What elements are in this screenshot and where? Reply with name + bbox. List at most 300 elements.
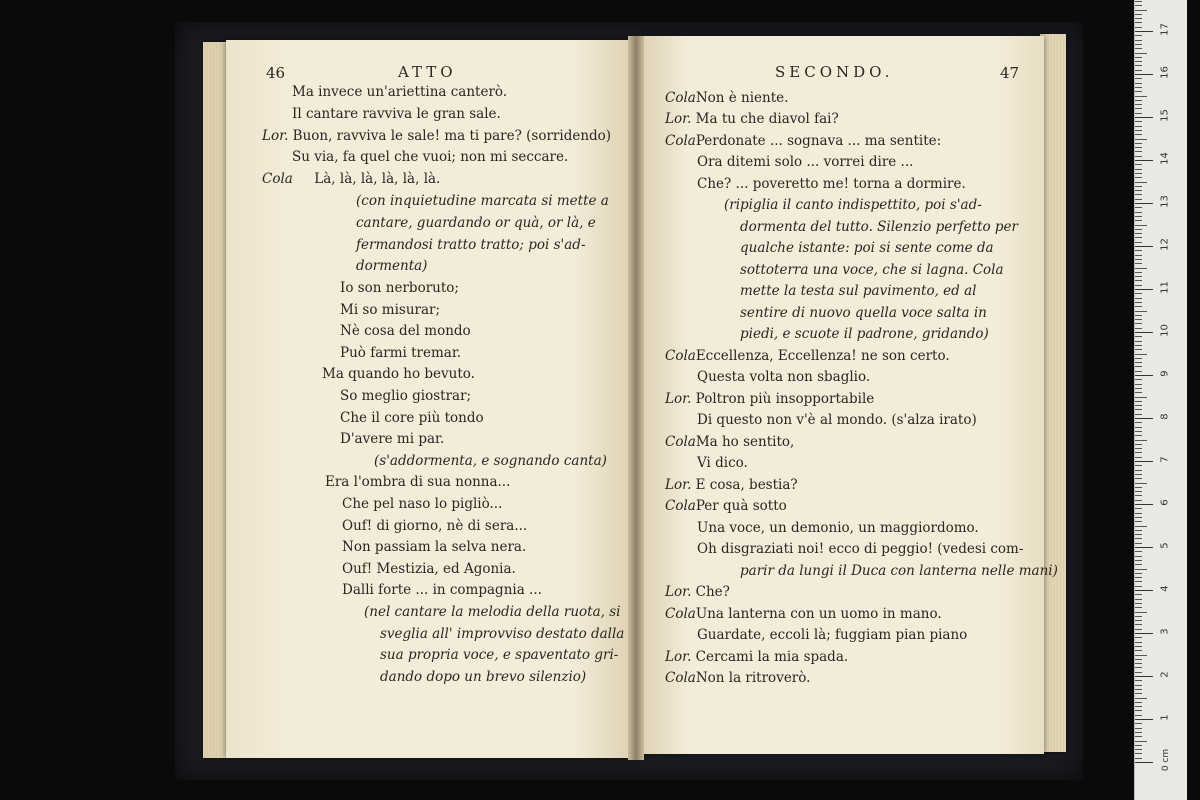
ruler-tick	[1135, 276, 1142, 277]
ruler-tick	[1135, 57, 1142, 58]
line-text: Cercami la mia spada.	[695, 649, 849, 665]
ruler-tick	[1135, 40, 1142, 41]
ruler-tick	[1135, 637, 1142, 638]
line-text: sua propria voce, e spaventato gri-	[380, 647, 619, 663]
ruler-tick	[1135, 83, 1142, 84]
ruler-tick	[1135, 620, 1142, 621]
ruler-number: 16	[1159, 66, 1171, 79]
ruler-tick	[1135, 285, 1142, 286]
ruler-tick	[1135, 624, 1142, 625]
text-line	[342, 561, 516, 577]
ruler-tick	[1135, 698, 1147, 699]
right-running-head: SECONDO.	[775, 63, 894, 81]
text-line	[665, 90, 788, 106]
line-text: Non la ritroverò.	[695, 670, 811, 686]
ruler-tick	[1135, 672, 1142, 673]
ruler-tick	[1135, 48, 1142, 49]
text-line	[740, 240, 994, 256]
line-text: (nel cantare la melodia della ruota, si	[364, 604, 621, 620]
line-text: sveglia all' improvviso destato dalla	[380, 626, 625, 642]
line-text: E cosa, bestia?	[695, 477, 798, 493]
ruler-tick	[1135, 169, 1142, 170]
ruler-tick	[1135, 607, 1142, 608]
text-line	[342, 582, 542, 598]
ruler-number: 9	[1159, 370, 1171, 377]
ruler-number: 3	[1159, 628, 1171, 635]
ruler-tick	[1135, 366, 1142, 367]
book-gutter	[628, 36, 644, 760]
line-text: piedi, e scuote il padrone, gridando)	[740, 326, 989, 342]
text-line	[340, 302, 440, 318]
ruler-tick	[1135, 616, 1142, 617]
ruler-tick	[1135, 706, 1142, 707]
line-text: Una voce, un demonio, un maggiordomo.	[697, 520, 979, 536]
ruler-tick	[1135, 143, 1142, 144]
ruler-tick	[1135, 139, 1147, 140]
ruler-tick	[1135, 418, 1153, 419]
line-text: Ouf! di giorno, nè di sera...	[342, 518, 528, 534]
ruler-tick	[1135, 315, 1142, 316]
line-text: Là, là, là, là, là, là.	[314, 171, 441, 187]
line-text: Non passiam la selva nera.	[342, 539, 527, 555]
ruler-number: 6	[1159, 499, 1171, 506]
ruler-tick	[1135, 126, 1142, 127]
ruler-tick	[1135, 289, 1153, 290]
ruler-tick	[1135, 216, 1142, 217]
text-line	[697, 369, 870, 385]
line-text: Il cantare ravviva le gran sale.	[292, 106, 501, 122]
ruler-tick	[1135, 392, 1142, 393]
ruler-tick	[1135, 177, 1142, 178]
ruler-tick	[1135, 44, 1142, 45]
text-line	[356, 258, 427, 274]
line-text: dando dopo un brevo silenzio)	[380, 669, 587, 685]
ruler-tick	[1135, 91, 1142, 92]
ruler-tick	[1135, 435, 1142, 436]
ruler-tick	[1135, 444, 1142, 445]
ruler-tick	[1135, 551, 1142, 552]
ruler-tick	[1135, 599, 1142, 600]
text-line	[292, 84, 507, 100]
ruler-tick	[1135, 401, 1142, 402]
ruler-tick	[1135, 14, 1142, 15]
ruler-tick	[1135, 358, 1142, 359]
ruler-tick	[1135, 306, 1142, 307]
ruler-tick	[1135, 461, 1153, 462]
line-text: Una lanterna con un uomo in mano.	[695, 606, 942, 622]
ruler-tick	[1135, 577, 1142, 578]
line-text: fermandosi tratto tratto; poi s'ad-	[356, 237, 586, 253]
text-line	[342, 496, 502, 512]
text-line	[340, 280, 459, 296]
ruler-tick	[1135, 564, 1142, 565]
ruler-tick	[1135, 491, 1142, 492]
ruler-tick	[1135, 526, 1147, 527]
ruler-tick	[1135, 405, 1142, 406]
ruler-number: 5	[1159, 542, 1171, 549]
line-text: Io son nerboruto;	[340, 280, 459, 296]
ruler-tick	[1135, 268, 1147, 269]
text-line	[740, 326, 989, 342]
ruler-tick	[1135, 556, 1142, 557]
text-line	[380, 669, 586, 685]
speaker-name: Cola	[665, 606, 696, 622]
ruler-tick	[1135, 341, 1142, 342]
ruler-tick	[1135, 246, 1153, 247]
text-line	[697, 627, 967, 643]
text-line	[740, 283, 976, 299]
ruler-number: 2	[1159, 671, 1171, 678]
text-line	[340, 345, 461, 361]
ruler-tick	[1135, 478, 1142, 479]
ruler-tick	[1135, 250, 1142, 251]
ruler-tick	[1135, 659, 1142, 660]
ruler-tick	[1135, 504, 1153, 505]
speaker-name: Lor.	[665, 391, 692, 407]
line-text: parir da lungi il Duca con lanterna nelle mani)	[740, 563, 1058, 579]
text-line	[724, 197, 982, 213]
speaker-name: Cola	[665, 348, 696, 364]
line-text: Ma invece un'ariettina canterò.	[292, 84, 508, 100]
ruler-tick	[1135, 483, 1147, 484]
ruler-tick	[1135, 199, 1142, 200]
ruler-tick	[1135, 569, 1147, 570]
ruler-tick	[1135, 242, 1142, 243]
ruler-tick	[1135, 108, 1142, 109]
ruler-tick	[1135, 474, 1142, 475]
ruler-tick	[1135, 22, 1142, 23]
text-line	[325, 474, 510, 490]
text-line	[380, 647, 618, 663]
line-text: Che il core più tondo	[340, 410, 484, 426]
text-line	[665, 111, 839, 127]
line-text: Non è niente.	[695, 90, 789, 106]
ruler-tick	[1135, 31, 1153, 32]
ruler-tick	[1135, 728, 1142, 729]
text-line	[356, 193, 609, 209]
ruler-tick	[1135, 409, 1142, 410]
line-text: D'avere mi par.	[340, 431, 445, 447]
ruler-tick	[1135, 753, 1142, 754]
line-text: Vi dico.	[697, 455, 748, 471]
ruler-tick	[1135, 715, 1142, 716]
left-running-head: ATTO	[398, 63, 457, 81]
text-line	[697, 455, 748, 471]
ruler-tick	[1135, 147, 1142, 148]
ruler-number: 14	[1159, 152, 1171, 165]
ruler-tick	[1135, 723, 1142, 724]
ruler-tick	[1135, 173, 1142, 174]
ruler-tick	[1135, 431, 1142, 432]
text-line	[342, 518, 527, 534]
ruler-tick	[1135, 736, 1142, 737]
ruler-tick	[1135, 448, 1142, 449]
text-line	[740, 305, 987, 321]
line-text: Questa volta non sbaglio.	[697, 369, 871, 385]
line-text: sottoterra una voce, che si lagna. Cola	[740, 262, 1004, 278]
ruler-number: 7	[1159, 456, 1171, 463]
ruler-tick	[1135, 680, 1142, 681]
speaker-name: Cola	[665, 90, 696, 106]
line-text: dormenta del tutto. Silenzio perfetto per	[740, 219, 1018, 235]
line-text: Ora ditemi solo ... vorrei dire ...	[697, 154, 914, 170]
ruler-tick	[1135, 530, 1142, 531]
ruler-tick	[1135, 560, 1142, 561]
text-line	[342, 539, 526, 555]
speaker-name: Cola	[665, 670, 696, 686]
ruler-tick	[1135, 702, 1142, 703]
ruler-tick	[1135, 452, 1142, 453]
ruler-tick	[1135, 121, 1142, 122]
text-line	[665, 133, 941, 149]
line-text: Dalli forte ... in compagnia ...	[342, 582, 542, 598]
ruler-tick	[1135, 534, 1142, 535]
ruler-tick	[1135, 255, 1142, 256]
ruler-number: 4	[1159, 585, 1171, 592]
ruler-tick	[1135, 749, 1142, 750]
text-line	[356, 237, 586, 253]
text-line	[292, 106, 501, 122]
ruler-tick	[1135, 354, 1147, 355]
ruler-tick	[1135, 96, 1147, 97]
line-text: So meglio giostrar;	[340, 388, 472, 404]
line-text: Oh disgraziati noi! ecco di peggio! (vedesi com-	[697, 541, 1024, 557]
text-line	[340, 410, 484, 426]
ruler-tick	[1135, 229, 1142, 230]
ruler-tick	[1135, 78, 1142, 79]
text-line	[740, 219, 1018, 235]
ruler-tick	[1135, 117, 1153, 118]
line-text: (con inquietudine marcata si mette a	[356, 193, 609, 209]
line-text: Ma ho sentito,	[695, 434, 795, 450]
ruler-tick	[1135, 384, 1142, 385]
ruler-tick	[1135, 581, 1142, 582]
line-text: Nè cosa del mondo	[340, 323, 471, 339]
text-line	[740, 563, 1058, 579]
ruler-tick	[1135, 298, 1142, 299]
ruler-number: 12	[1159, 238, 1171, 251]
ruler-tick	[1135, 538, 1142, 539]
ruler-tick	[1135, 362, 1142, 363]
ruler-tick	[1135, 719, 1153, 720]
ruler-tick	[1135, 156, 1142, 157]
ruler-tick	[1135, 5, 1142, 6]
ruler-tick	[1135, 311, 1147, 312]
speaker-name: Lor.	[665, 111, 692, 127]
line-text: Che? ... poveretto me! torna a dormire.	[697, 176, 966, 192]
speaker-name: Cola	[665, 434, 696, 450]
ruler-tick	[1135, 603, 1142, 604]
line-text: qualche istante: poi si sente come da	[740, 240, 994, 256]
ruler-tick	[1135, 190, 1142, 191]
ruler-tick	[1135, 302, 1142, 303]
ruler-tick	[1135, 663, 1142, 664]
ruler-tick	[1135, 182, 1147, 183]
speaker-name: Lor.	[262, 128, 289, 144]
line-text: Poltron più insopportabile	[695, 391, 875, 407]
ruler-tick	[1135, 259, 1142, 260]
text-line	[340, 431, 444, 447]
ruler-tick	[1135, 646, 1142, 647]
ruler-tick	[1135, 612, 1147, 613]
ruler-tick	[1135, 332, 1153, 333]
ruler-tick	[1135, 203, 1153, 204]
ruler-tick	[1135, 349, 1142, 350]
ruler-tick	[1135, 586, 1142, 587]
line-text: (ripiglia il canto indispettito, poi s'ad-	[724, 197, 982, 213]
ruler-tick	[1135, 113, 1142, 114]
speaker-name: Lor.	[665, 477, 692, 493]
ruler-tick	[1135, 521, 1142, 522]
speaker-name: Lor.	[665, 584, 692, 600]
text-line	[665, 391, 874, 407]
ruler-tick	[1135, 495, 1142, 496]
ruler-tick	[1135, 397, 1147, 398]
line-text: dormenta)	[356, 258, 428, 274]
text-line	[697, 412, 977, 428]
text-line	[665, 649, 848, 665]
ruler-number: 1	[1159, 714, 1171, 721]
line-text: cantare, guardando or quà, or là, e	[356, 215, 596, 231]
text-line	[665, 606, 942, 622]
ruler-tick	[1135, 233, 1142, 234]
line-text: mette la testa sul pavimento, ed al	[740, 283, 977, 299]
ruler-tick	[1135, 27, 1142, 28]
ruler-tick	[1135, 762, 1153, 763]
ruler-tick	[1135, 741, 1147, 742]
ruler-tick	[1135, 758, 1142, 759]
ruler-tick	[1135, 379, 1142, 380]
ruler-tick	[1135, 237, 1142, 238]
ruler-tick	[1135, 212, 1142, 213]
ruler-tick	[1135, 272, 1142, 273]
ruler-tick	[1135, 194, 1142, 195]
ruler-tick	[1135, 151, 1142, 152]
ruler-tick	[1135, 134, 1142, 135]
line-text: Che?	[695, 584, 730, 600]
line-text: Eccellenza, Eccellenza! ne son certo.	[695, 348, 950, 364]
ruler-number: 13	[1159, 195, 1171, 208]
ruler-tick	[1135, 319, 1142, 320]
ruler-tick	[1135, 594, 1142, 595]
ruler-tick	[1135, 375, 1153, 376]
text-line	[665, 477, 798, 493]
ruler-tick	[1135, 440, 1147, 441]
ruler-tick	[1135, 10, 1147, 11]
text-line	[374, 453, 607, 469]
ruler-tick	[1135, 1, 1142, 2]
ruler-tick	[1135, 629, 1142, 630]
ruler-tick	[1135, 422, 1142, 423]
text-line	[322, 366, 475, 382]
ruler-tick	[1135, 465, 1142, 466]
text-line	[380, 626, 624, 642]
ruler-tick	[1135, 164, 1142, 165]
speaker-name: Cola	[665, 498, 696, 514]
line-text: Ma tu che diavol fai?	[695, 111, 839, 127]
text-line	[262, 171, 440, 187]
text-line	[340, 388, 471, 404]
text-line	[740, 262, 1004, 278]
text-line	[665, 670, 810, 686]
ruler-tick	[1135, 633, 1153, 634]
speaker-name: Lor.	[665, 649, 692, 665]
line-text: (s'addormenta, e sognando canta)	[374, 453, 607, 469]
line-text: Che pel naso lo pigliò...	[342, 496, 503, 512]
text-line	[697, 154, 913, 170]
ruler-tick	[1135, 53, 1147, 54]
ruler-tick	[1135, 207, 1142, 208]
ruler-tick	[1135, 470, 1142, 471]
ruler-tick	[1135, 655, 1147, 656]
ruler-tick	[1135, 745, 1142, 746]
line-text: Buon, ravviva le sale! ma ti pare? (sorridendo)	[292, 128, 612, 144]
ruler-tick	[1135, 130, 1142, 131]
line-text: Guardate, eccoli là; fuggiam pian piano	[697, 627, 968, 643]
text-line	[364, 604, 620, 620]
ruler-tick	[1135, 74, 1153, 75]
ruler-tick	[1135, 508, 1142, 509]
ruler-tick	[1135, 732, 1142, 733]
ruler-tick	[1135, 345, 1142, 346]
ruler-tick	[1135, 547, 1153, 548]
line-text: Ma quando ho bevuto.	[322, 366, 475, 382]
ruler-tick	[1135, 676, 1153, 677]
ruler-tick	[1135, 35, 1142, 36]
ruler-tick	[1135, 513, 1142, 514]
ruler-tick	[1135, 543, 1142, 544]
line-text: Perdonate ... sognava ... ma sentite:	[695, 133, 942, 149]
ruler-tick	[1135, 650, 1142, 651]
text-line	[262, 128, 611, 144]
ruler-tick	[1135, 336, 1142, 337]
ruler-tick	[1135, 61, 1142, 62]
ruler-tick	[1135, 388, 1142, 389]
ruler-tick	[1135, 693, 1142, 694]
ruler-tick	[1135, 65, 1142, 66]
ruler-tick	[1135, 414, 1142, 415]
ruler-tick	[1135, 642, 1142, 643]
ruler-number: 15	[1159, 109, 1171, 122]
text-line	[697, 541, 1023, 557]
ruler-tick	[1135, 104, 1142, 105]
ruler-number: 17	[1159, 23, 1171, 36]
text-line	[697, 520, 979, 536]
text-line	[665, 498, 787, 514]
ruler-tick	[1135, 590, 1153, 591]
ruler-tick	[1135, 427, 1142, 428]
ruler-tick	[1135, 517, 1142, 518]
text-line	[292, 149, 568, 165]
speaker-name: Cola	[262, 171, 293, 187]
ruler-tick	[1135, 186, 1142, 187]
text-line	[356, 215, 596, 231]
measurement-ruler	[1134, 0, 1187, 800]
ruler-tick	[1135, 689, 1142, 690]
ruler-tick	[1135, 487, 1142, 488]
ruler-tick	[1135, 87, 1142, 88]
line-text: Ouf! Mestizia, ed Agonia.	[342, 561, 516, 577]
ruler-tick	[1135, 100, 1142, 101]
ruler-number: 11	[1159, 281, 1171, 294]
ruler-tick	[1135, 70, 1142, 71]
ruler-tick	[1135, 371, 1142, 372]
ruler-tick	[1135, 263, 1142, 264]
line-text: Può farmi tremar.	[340, 345, 462, 361]
ruler-tick	[1135, 573, 1142, 574]
ruler-tick	[1135, 18, 1142, 19]
text-line	[665, 584, 730, 600]
